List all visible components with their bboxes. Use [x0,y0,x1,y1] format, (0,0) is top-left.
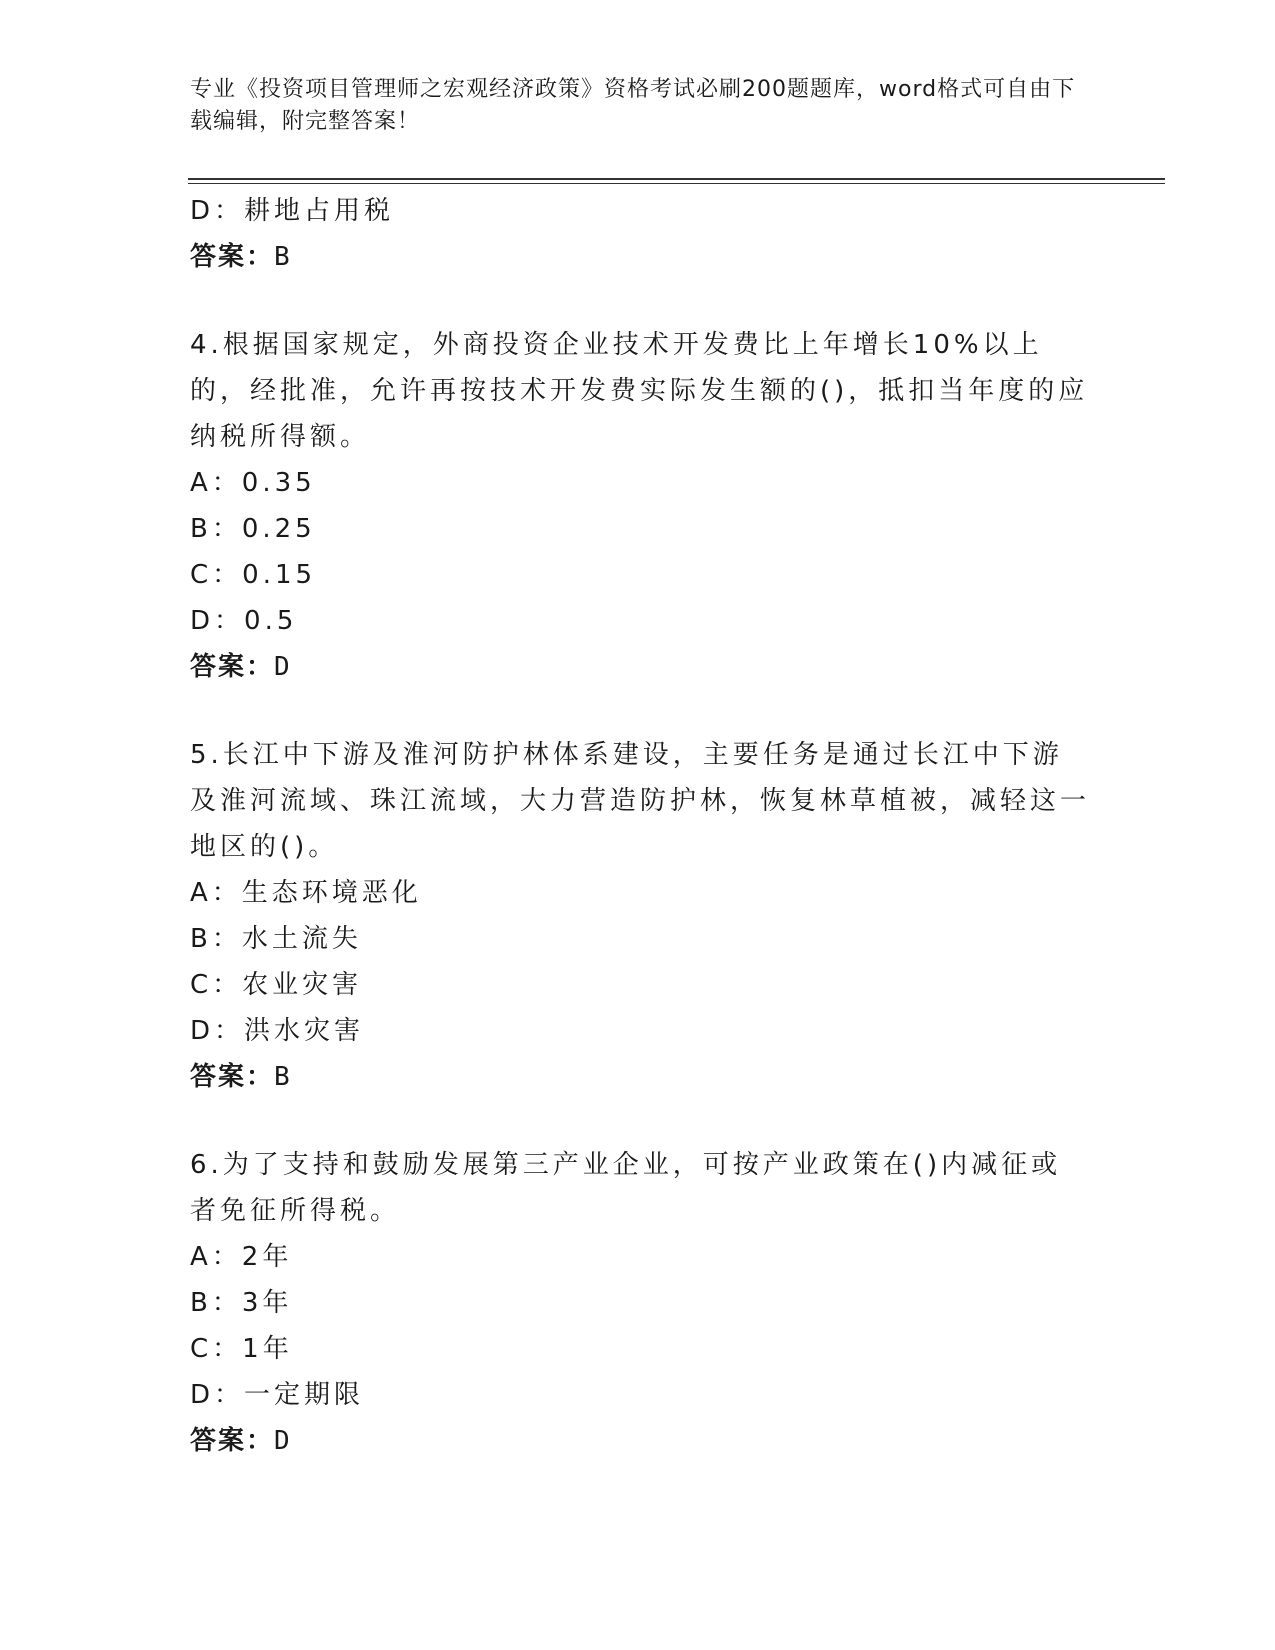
option-b: B：3年 [190,1288,293,1318]
question-text: 5.长江中下游及淮河防护林体系建设，主要任务是通过长江中下游及淮河流域、珠江流域，大力营造防护林，恢复林草植被，减轻这一地区的()。 [190,740,1091,862]
answer [190,1054,1110,1100]
option-a: A：生态环境恶化 [190,878,422,908]
option-b: B：0.25 [190,514,316,544]
spacer [190,690,1110,732]
question-text: 4.根据国家规定，外商投资企业技术开发费比上年增长10%以上的，经批准，允许再按技术开发费实际发生额的()，抵扣当年度的应纳税所得额。 [190,330,1089,452]
option-d: D：0.5 [190,606,298,636]
prev-option-d: D：耕地占用税 [190,196,395,226]
spacer [190,280,1110,322]
answer-value: D [274,1426,292,1456]
question-4 [190,322,1110,690]
header-divider [188,178,1165,184]
answer-value: D [274,652,292,682]
option-d: D：洪水灾害 [190,1016,365,1046]
option-c: C：1年 [190,1334,293,1364]
answer-label: 答案： [190,242,275,272]
option-a: A：2年 [190,1242,293,1272]
prev-answer [190,234,1110,280]
answer [190,1418,1110,1464]
option-c: C：农业灾害 [190,970,363,1000]
spacer [190,1100,1110,1142]
question-5 [190,732,1110,1100]
document-header: 专业《投资项目管理师之宏观经济政策》资格考试必刷200题题库，word格式可自由下载编辑，附完整答案！ [190,77,1076,134]
question-6 [190,1142,1110,1464]
option-a: A：0.35 [190,468,316,498]
answer-value: B [274,1062,292,1092]
option-d: D：一定期限 [190,1380,365,1410]
answer-label: 答案： [190,1426,275,1456]
question-text: 6.为了支持和鼓励发展第三产业企业，可按产业政策在()内减征或者免征所得税。 [190,1150,1062,1226]
option-b: B：水土流失 [190,924,362,954]
answer-label: 答案： [190,1062,275,1092]
option-c: C：0.15 [190,560,317,590]
answer-value: B [274,242,292,272]
answer [190,644,1110,690]
answer-label: 答案： [190,652,275,682]
document-body [190,188,1110,1464]
